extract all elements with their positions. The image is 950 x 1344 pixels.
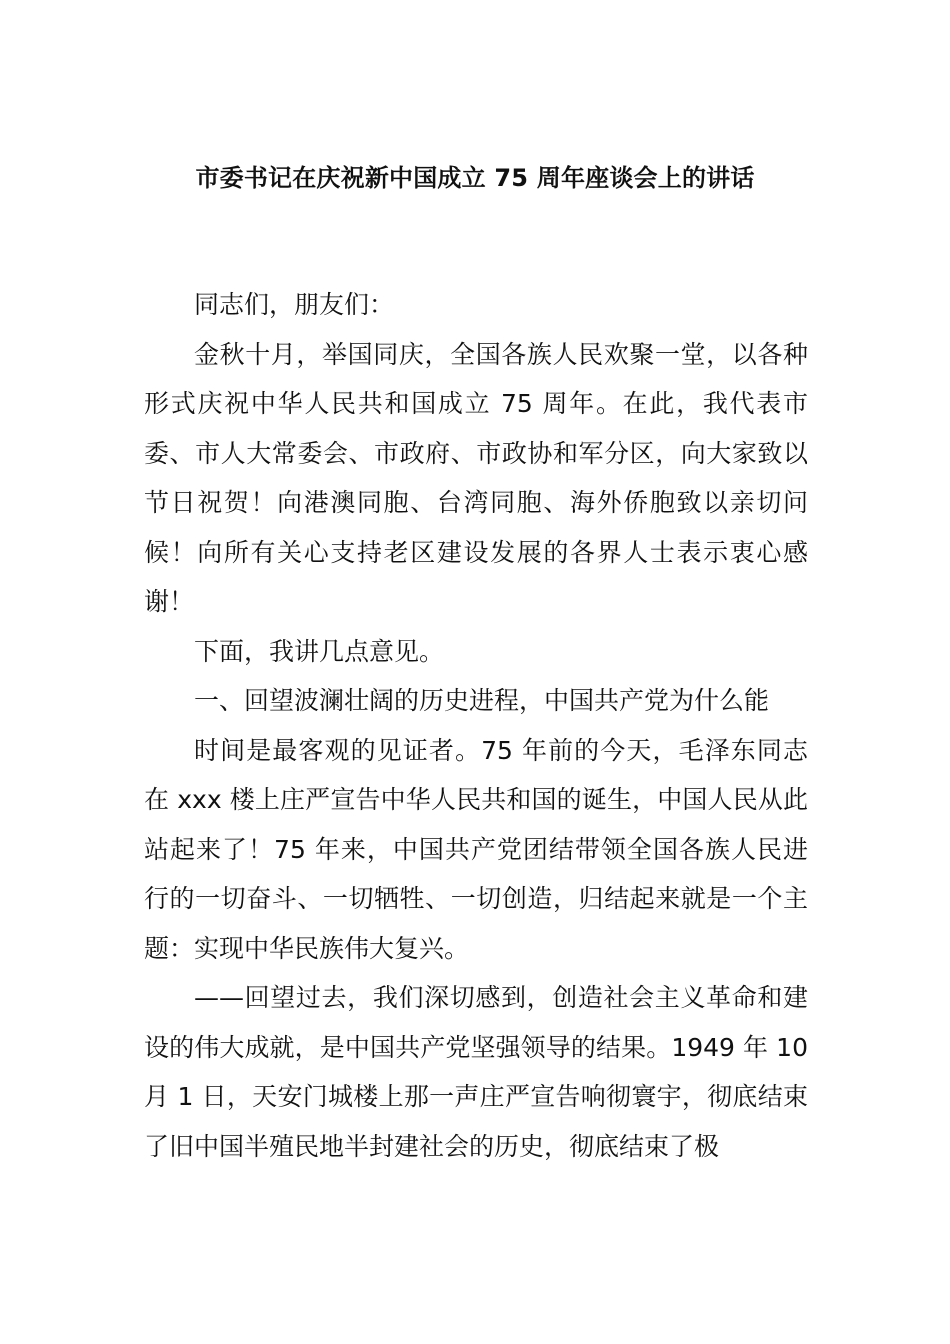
document-title: 市委书记在庆祝新中国成立 75 周年座谈会上的讲话 [195,164,755,192]
salutation-paragraph: 同志们，朋友们： [194,290,395,319]
transition-paragraph: 下面，我讲几点意见。 [194,636,445,666]
section-heading-1: 一、回望波澜壮阔的历史进程，中国共产党为什么能 [194,686,770,715]
history-paragraph: 时间是最客观的见证者。75 年前的今天，毛泽东同志在 xxx 楼上庄严宣告中华人民共和国的诞生，中国人民从此站起来了！75 年来，中国共产党团结带领全国各族人民进行的一切奋斗、一切牺牲、一切创造，归结起来就是一个主题：实现中华民族伟大复兴。 [144,735,808,963]
document-body [144,280,808,1171]
review-paragraph: ——回望过去，我们深切感到，创造社会主义革命和建设的伟大成就，是中国共产党坚强领导的结果。1949 年 10 月 1 日，天安门城楼上那一声庄严宣告响彻寰宇，彻底结束了旧中国半殖民地半封建社会的历史，彻底结束了极 [144,983,808,1161]
opening-paragraph: 金秋十月，举国同庆，全国各族人民欢聚一堂，以各种形式庆祝中华人民共和国成立 75 周年。在此，我代表市委、市人大常委会、市政府、市政协和军分区，向大家致以节日祝贺！向港澳同胞、台湾同胞、海外侨胞致以亲切问候！向所有关心支持老区建设发展的各界人士表示衷心感谢！ [144,339,808,616]
